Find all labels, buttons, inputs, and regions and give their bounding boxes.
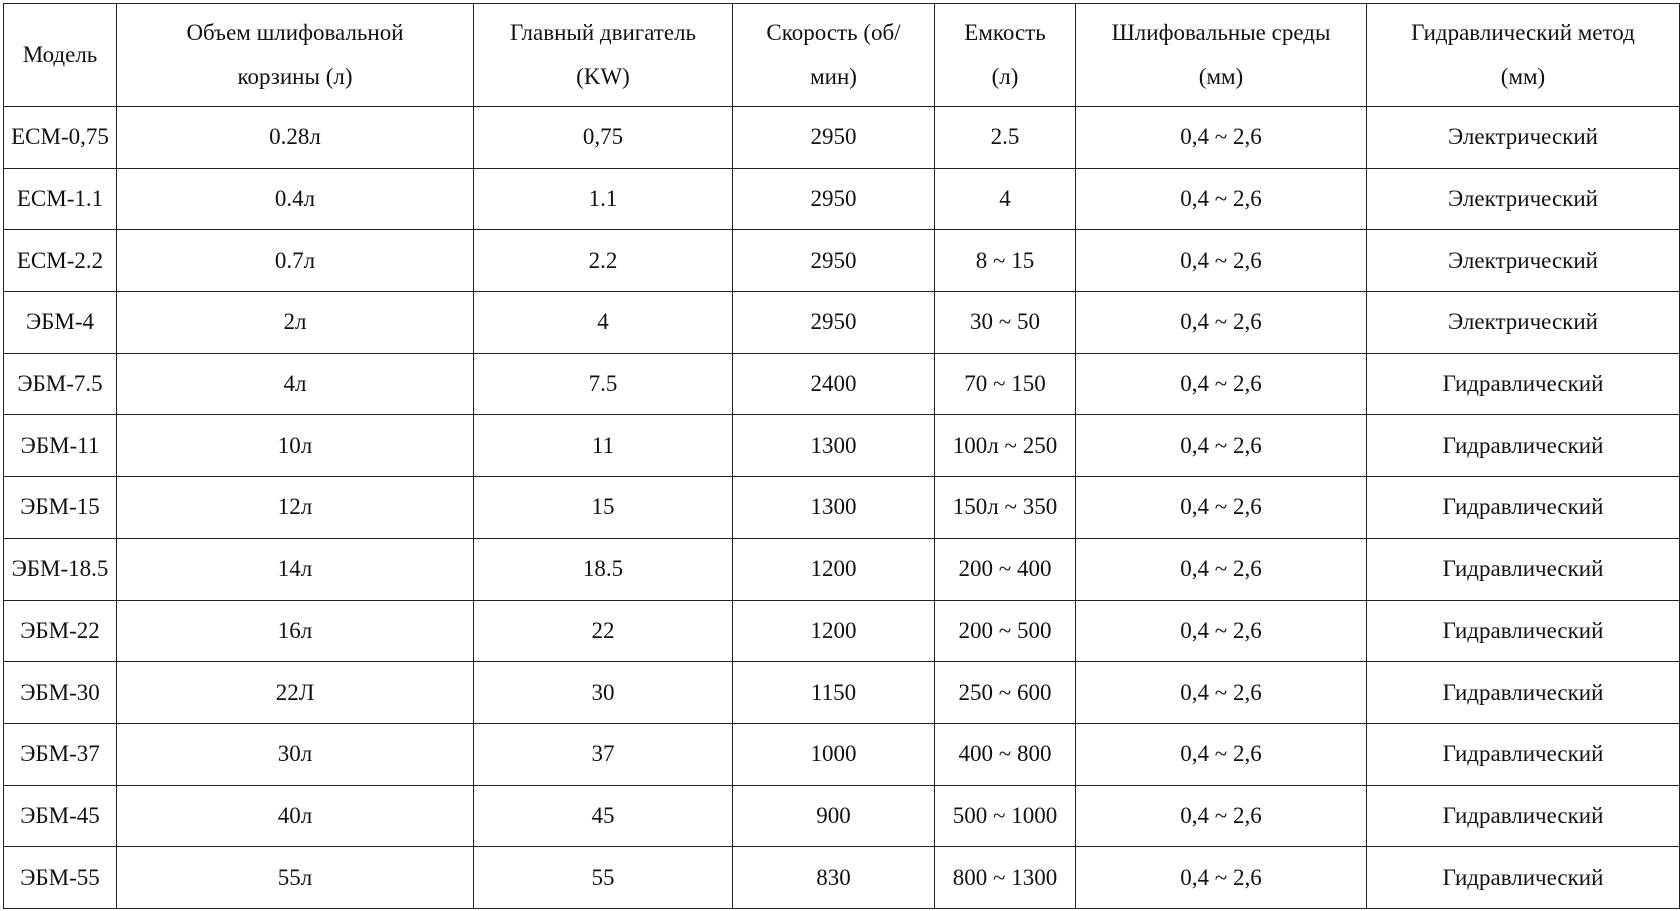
column-header-line: (KW) <box>576 64 630 89</box>
column-header-line: Шлифовальные среды <box>1111 20 1331 45</box>
column-header-line: (л) <box>991 64 1019 89</box>
model-cell: ECM-2.2 <box>4 230 117 292</box>
table-row <box>4 785 1680 847</box>
model-cell: ЭБМ-18.5 <box>4 538 117 600</box>
table-cell: 0,4 ~ 2,6 <box>1076 230 1367 292</box>
table-cell: 18.5 <box>474 538 733 600</box>
table-cell: 16л <box>117 600 474 662</box>
table-cell: 0,4 ~ 2,6 <box>1076 168 1367 230</box>
table-cell: Гидравлический <box>1367 662 1680 724</box>
table-cell: 1200 <box>733 600 935 662</box>
table-cell: 1300 <box>733 415 935 477</box>
table-cell: 15 <box>474 477 733 539</box>
table-cell: 500 ~ 1000 <box>935 785 1076 847</box>
table-cell: Электрический <box>1367 107 1680 169</box>
table-cell: 0.7л <box>117 230 474 292</box>
table-cell: Гидравлический <box>1367 723 1680 785</box>
table-cell: 0,4 ~ 2,6 <box>1076 538 1367 600</box>
column-header <box>935 4 1076 107</box>
table-cell: 0,4 ~ 2,6 <box>1076 785 1367 847</box>
table-cell: 0,75 <box>474 107 733 169</box>
table-cell: 0,4 ~ 2,6 <box>1076 847 1367 909</box>
table-cell: 4 <box>935 168 1076 230</box>
table-row <box>4 847 1680 909</box>
table-cell: Электрический <box>1367 230 1680 292</box>
model-cell: ЭБМ-55 <box>4 847 117 909</box>
table-cell: 0,4 ~ 2,6 <box>1076 600 1367 662</box>
table-row <box>4 107 1680 169</box>
model-cell: ECM-1.1 <box>4 168 117 230</box>
table-cell: 1150 <box>733 662 935 724</box>
column-header-line: Объем шлифовальной <box>186 20 404 45</box>
table-cell: Гидравлический <box>1367 847 1680 909</box>
table-cell: 150л ~ 350 <box>935 477 1076 539</box>
table-cell: 0,4 ~ 2,6 <box>1076 107 1367 169</box>
table-cell: Гидравлический <box>1367 353 1680 415</box>
table-cell: 22 <box>474 600 733 662</box>
table-row <box>4 168 1680 230</box>
column-header-line: Главный двигатель <box>509 20 697 45</box>
column-header <box>1076 4 1367 107</box>
table-cell: 45 <box>474 785 733 847</box>
column-header-line: Емкость <box>964 20 1046 45</box>
table-cell: 0.28л <box>117 107 474 169</box>
header-row <box>4 4 1680 107</box>
table-cell: 2.5 <box>935 107 1076 169</box>
table-cell: 30 <box>474 662 733 724</box>
column-header-line: Модель <box>22 42 98 67</box>
table-cell: 8 ~ 15 <box>935 230 1076 292</box>
table-cell: 250 ~ 600 <box>935 662 1076 724</box>
model-cell: ЭБМ-22 <box>4 600 117 662</box>
table-cell: 2400 <box>733 353 935 415</box>
table-cell: 900 <box>733 785 935 847</box>
table-cell: 12л <box>117 477 474 539</box>
column-header <box>474 4 733 107</box>
column-header <box>117 4 474 107</box>
spec-table <box>3 3 1680 909</box>
column-header-line: мин) <box>810 64 857 89</box>
table-cell: 11 <box>474 415 733 477</box>
table-cell: 800 ~ 1300 <box>935 847 1076 909</box>
column-header <box>4 4 117 107</box>
table-cell: Гидравлический <box>1367 538 1680 600</box>
column-header-line: (мм) <box>1198 64 1244 89</box>
table-cell: 55 <box>474 847 733 909</box>
table-cell: 400 ~ 800 <box>935 723 1076 785</box>
table-cell: 0,4 ~ 2,6 <box>1076 292 1367 354</box>
model-cell: ЭБМ-30 <box>4 662 117 724</box>
table-body <box>4 107 1680 909</box>
table-cell: 830 <box>733 847 935 909</box>
table-cell: 1000 <box>733 723 935 785</box>
model-cell: ЭБМ-45 <box>4 785 117 847</box>
table-cell: 2950 <box>733 292 935 354</box>
table-row <box>4 230 1680 292</box>
table-cell: 100л ~ 250 <box>935 415 1076 477</box>
column-header-line: Гидравлический метод <box>1411 20 1635 45</box>
table-cell: 0.4л <box>117 168 474 230</box>
table-row <box>4 662 1680 724</box>
table-cell: 2.2 <box>474 230 733 292</box>
table-row <box>4 600 1680 662</box>
table-cell: 22Л <box>117 662 474 724</box>
table-cell: 70 ~ 150 <box>935 353 1076 415</box>
table-cell: 1300 <box>733 477 935 539</box>
model-cell: ЭБМ-37 <box>4 723 117 785</box>
table-cell: 0,4 ~ 2,6 <box>1076 662 1367 724</box>
table-cell: 0,4 ~ 2,6 <box>1076 723 1367 785</box>
table-row <box>4 353 1680 415</box>
table-cell: 1200 <box>733 538 935 600</box>
table-cell: Гидравлический <box>1367 477 1680 539</box>
table-cell: 2950 <box>733 168 935 230</box>
table-cell: 7.5 <box>474 353 733 415</box>
table-row <box>4 292 1680 354</box>
table-cell: 2950 <box>733 230 935 292</box>
column-header-line: (мм) <box>1500 64 1546 89</box>
table-cell: 0,4 ~ 2,6 <box>1076 353 1367 415</box>
table-cell: 200 ~ 400 <box>935 538 1076 600</box>
model-cell: ЭБМ-15 <box>4 477 117 539</box>
column-header-line: корзины (л) <box>237 64 353 89</box>
model-cell: ЭБМ-4 <box>4 292 117 354</box>
table-cell: 1.1 <box>474 168 733 230</box>
table-cell: 200 ~ 500 <box>935 600 1076 662</box>
table-cell: Электрический <box>1367 168 1680 230</box>
table-row <box>4 415 1680 477</box>
table-cell: 0,4 ~ 2,6 <box>1076 477 1367 539</box>
table-row <box>4 477 1680 539</box>
table-cell: 4л <box>117 353 474 415</box>
table-cell: Гидравлический <box>1367 600 1680 662</box>
model-cell: ЭБМ-7.5 <box>4 353 117 415</box>
model-cell: ECM-0,75 <box>4 107 117 169</box>
table-cell: 2л <box>117 292 474 354</box>
table-cell: 40л <box>117 785 474 847</box>
table-cell: 55л <box>117 847 474 909</box>
table-cell: 10л <box>117 415 474 477</box>
table-cell: Гидравлический <box>1367 785 1680 847</box>
table-cell: 30 ~ 50 <box>935 292 1076 354</box>
column-header-line: Скорость (об/ <box>766 20 901 45</box>
table-row <box>4 723 1680 785</box>
table-header <box>4 4 1680 107</box>
table-cell: Электрический <box>1367 292 1680 354</box>
column-header <box>1367 4 1680 107</box>
table-cell: 2950 <box>733 107 935 169</box>
table-cell: Гидравлический <box>1367 415 1680 477</box>
table-row <box>4 538 1680 600</box>
table-cell: 0,4 ~ 2,6 <box>1076 415 1367 477</box>
model-cell: ЭБМ-11 <box>4 415 117 477</box>
table-cell: 14л <box>117 538 474 600</box>
column-header <box>733 4 935 107</box>
table-cell: 30л <box>117 723 474 785</box>
table-cell: 4 <box>474 292 733 354</box>
table-cell: 37 <box>474 723 733 785</box>
